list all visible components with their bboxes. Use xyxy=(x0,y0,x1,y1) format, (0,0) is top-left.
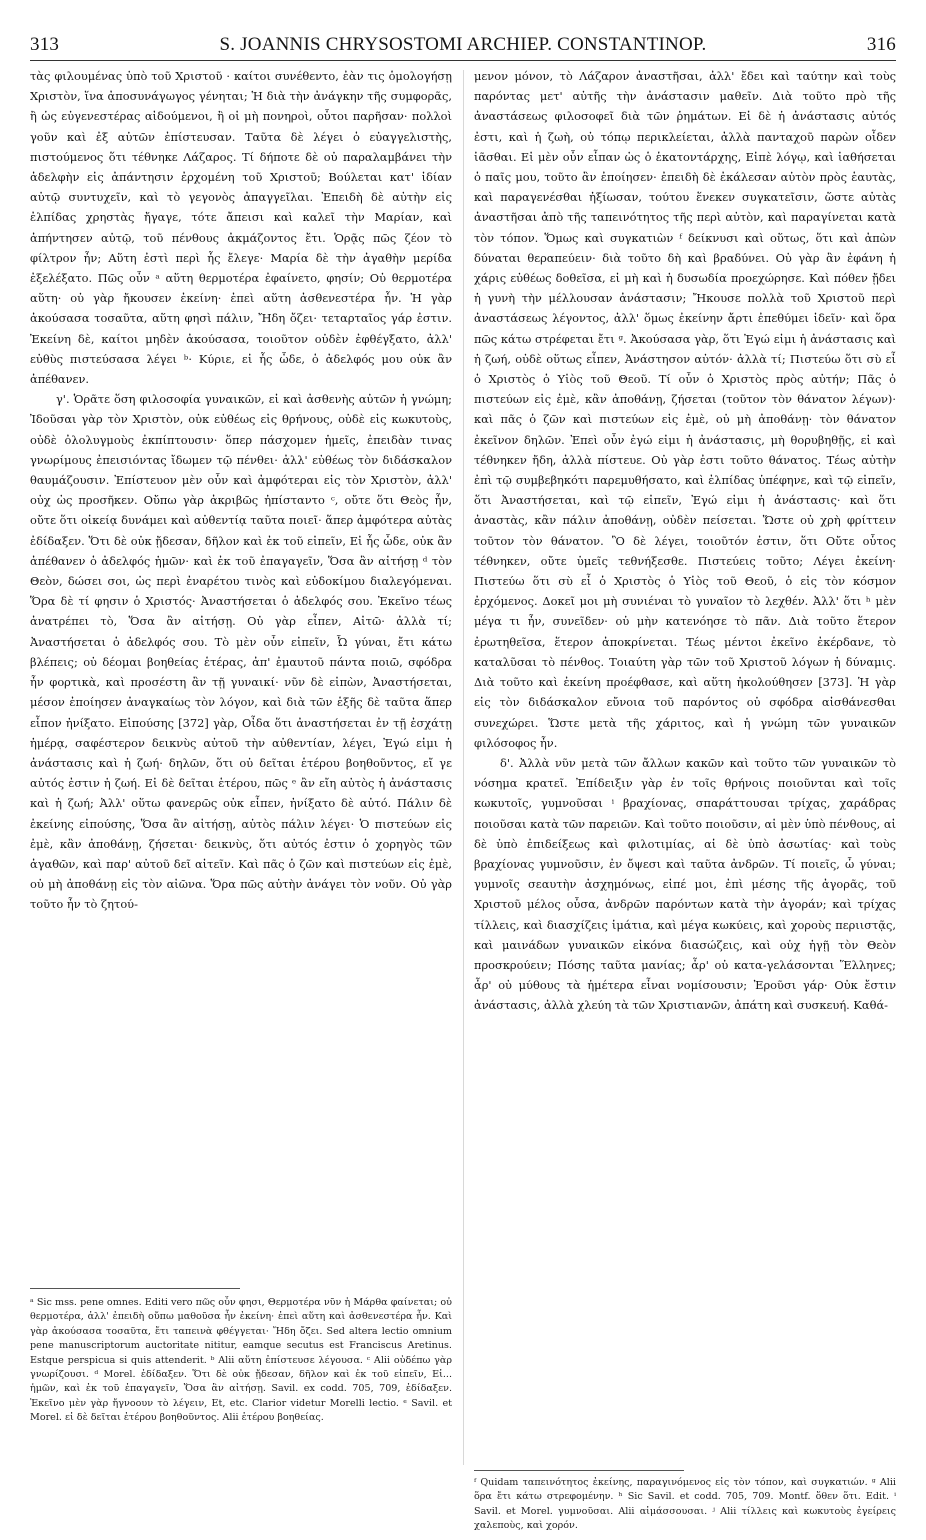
right-paragraph: μενον μόνον, τὸ Λάζαρον ἀναστῆσαι, ἀλλ' ἔδει καὶ ταύτην καὶ τοὺς παρόντας μετ' αὐτῆς τὴν ἀνάστασιν μαθεῖν. Διὰ τοῦτο πρὸ τῆς ἀναστάσεως φιλοσοφεῖ διὰ τῶν ῥημάτων. Εἰ δὲ ἡ ἀνάστασις αὐτός ἐστι, καὶ ἡ ζωὴ, οὐ τόπῳ περικλείεται, ἀλλὰ πανταχοῦ παρὼν οἶδεν ἰᾶσθαι. Εἰ μὲν οὖν εἶπαν ὡς ὁ ἑκατοντάρχης, Εἰπὲ λόγῳ, καὶ ἰαθήσεται ὁ παῖς μου, τοῦτο ἂν ἐποίησεν· ἐπειδὴ δὲ ἐκάλεσαν αὐτὸν πρὸς ἑαυτὰς, καὶ παραγενέσθαι ἠξίωσαν, τούτου ἕνεκεν συγκατεῖσιν, ὥστε αὐτὰς ἀναστῆσαι ἀπὸ τῆς ταπεινότητος τῆς περὶ αὐτὸν, καὶ παραγίνεται κατὰ τὸν τόπον. Ὅμως καὶ συγκατιὼν ᶠ δείκνυσι καὶ οὕτως, ὅτι καὶ ἀπὼν δύναται θεραπεύειν· διὰ τοῦτο δὴ καὶ βραδύνει. Οὐ γὰρ ἂν ἐφάνη ἡ χάρις εὐθέως δοθεῖσα, εἰ μὴ καὶ ἡ δυσωδία προεχώρησε. Καὶ πόθεν ᾔδει ἡ γυνὴ τὴν μέλλουσαν ἀνάστασιν; Ἤκουσε πολλὰ τοῦ Χριστοῦ περὶ ἀναστάσεως λέγοντος, ἀλλ' ὅμως ἐκείνην ἄρτι ἐπεθύμει ἰδεῖν· καὶ ὅρα πῶς κάτω στρέφεται ἔτι ᵍ. Ἀκούσασα γὰρ, ὅτι Ἐγώ εἰμι ἡ ἀνάστασις καὶ ἡ ζωή, οὐδὲ οὕτως εἶπεν, Ἀνάστησον αὐτόν· ἀλλὰ τί; Πιστεύω ὅτι σὺ εἶ ὁ Χριστὸς ὁ Υἱὸς τοῦ Θεοῦ. Τί οὖν ὁ Χριστὸς πρὸς αὐτήν; Πᾶς ὁ πιστεύων εἰς ἐμὲ, κἂν ἀποθάνῃ, ζήσεται (τοῦτον τὸν θάνατον λέγων)· καὶ πᾶς ὁ ζῶν καὶ πιστεύων εἰς ἐμὲ, οὐ μὴ ἀποθάνῃ· τὸν θάνατον ἐκεῖνον δηλῶν. Ἐπεὶ οὖν ἐγώ εἰμι ἡ ἀνάστασις, μὴ θορυβηθῇς, εἰ καὶ τέθνηκεν ἤδη, ἀλλὰ πίστευε. Οὐ γὰρ ἐστι τοῦτο θάνατος. Τέως αὐτὴν ἐπὶ τῷ συμβεβηκότι παρεμυθήσατο, καὶ ἐλπίδας ὑπέφηνε, καὶ τῷ εἰπεῖν, ὅτι Ἀναστήσεται, καὶ τῷ εἰπεῖν, Ἐγώ εἰμι ἡ ἀνάστασις· καὶ ὅτι ἀναστὰς, κἂν πάλιν ἀποθάνῃ, οὐδὲν πείσεται. Ὥστε οὐ χρὴ φρίττειν τοῦτον τὸν θάνατον. Ὃ δὲ λέγει, τοιοῦτόν ἐστιν, ὅτι Οὔτε οὗτος τέθνηκεν, οὔτε ὑμεῖς τεθνήξεσθε. Πιστεύεις τοῦτο; Λέγει ἐκείνη· Πιστεύω ὅτι σὺ εἶ ὁ Χριστὸς ὁ Υἱὸς τοῦ Θεοῦ, ὁ εἰς τὸν κόσμον ἐρχόμενος. Δοκεῖ μοι μὴ συνιέναι τὸ γυναῖον τὸ λεχθέν. Ἀλλ' ὅτι ʰ μὲν μέγα τι ἦν, συνεῖδεν· οὐ μὴν κατενόησε τὸ πᾶν. Διὰ τοῦτο ἕτερον ἐρωτηθεῖσα, ἕτερον ἀποκρίνεται. Τέως μέντοι ἐκεῖνο ἐκέρδανε, τὸ καταλῦσαι τὸ πένθος. Τοιαύτη γὰρ τῶν τοῦ Χριστοῦ λόγων ἡ δύναμις. Διὰ τοῦτο καὶ ἐκείνη προέφθασε, καὶ αὕτη ἠκολούθησεν [373]. Ἡ γὰρ εἰς τὸν διδάσκαλον εὔνοια τοῦ παρόντος οὐ σφόδρα αἰσθάνεσθαι συνεχώρει. Ὥστε μετὰ τῆς χάριτος, καὶ ἡ γνώμη τῶν γυναικῶν φιλόσοφος ἦν. xyxy=(474,69,896,750)
footnote-text: ᵃ Sic mss. pene omnes. Editi vero πῶς οὖν φησι, Θερμοτέρα νῦν ἡ Μάρθα φαίνεται; οὐ θερμοτέρα, ἀλλ' ἐπειδὴ οὔπω μαθοῦσα ἦν ἐκείνη· ἐπεὶ αὕτη καὶ ἀσθενεστέρα ἦν. Καὶ γὰρ ἀκούσασα τοσαῦτα, ἔτι ταπεινὰ φθέγγεται· Ἤδη ὄζει. Sed altera lectio omnium pene manuscriptorum auctoritate nititur, eamque secutus est Franciscus Aretinus. Estque perspicua si quis attenderit. ᵇ Alii αὕτη ἐπίστευσε λέγουσα. ᶜ Alii οὐδέπω γὰρ γνωρίζουσι. ᵈ Morel. ἐδίδαξεν. Ὅτι δὲ οὐκ ᾔδεσαν, δῆλον καὶ ἐκ τοῦ εἰπεῖν, Εἰ... ἡμῶν, καὶ ἐκ τοῦ ἐπαγαγεῖν, Ὅσα ἂν αἰτήσῃ. Savil. ex codd. 705, 709, ἐδίδαξεν. Ἐκεῖνο μὲν γὰρ ἤγνοουν τὸ λέγειν, Et, etc. Clarior videtur Morelli lectio. ᵉ Savil. et Morel. εἰ δὲ δεῖται ἑτέρου βοηθοῦντος. Alii ἑτέρου βοηθείας. xyxy=(30,1297,452,1424)
running-title: S. JOANNIS CHRYSOSTOMI ARCHIEP. CONSTANTINOP. xyxy=(219,34,707,55)
footnote-rule-right xyxy=(474,1470,684,1471)
footnote-rule-left xyxy=(30,1288,240,1289)
running-header xyxy=(30,34,896,60)
page-number-left: 313 xyxy=(30,34,60,55)
header-rule xyxy=(30,60,896,61)
column-divider xyxy=(463,70,464,1465)
right-column xyxy=(474,66,896,1464)
footnote-text: ᶠ Quidam ταπεινότητος ἐκείνης, παραγινόμενος εἰς τὸν τόπον, καὶ συγκατιών. ᵍ Alii ὅρα ἔτι κάτω στρεφομένην. ʰ Sic Savil. et codd. 705, 709. Montf. ὅθεν ὅτι. Edit. ⁱ Savil. et Morel. γυμνοῦσαι. Alii αἰμάσσουσαι. ʲ Alii τίλλεις καὶ κωκυτοὺς ἐγείρεις χαλεποὺς, καὶ χορόν. xyxy=(474,1477,896,1532)
right-paragraph: δ'. Ἀλλὰ νῦν μετὰ τῶν ἄλλων κακῶν καὶ τοῦτο τῶν γυναικῶν τὸ νόσημα κρατεῖ. Ἐπίδειξιν γὰρ ἐν τοῖς θρήνοις ποιοῦνται καὶ τοῖς κωκυτοῖς, γυμνοῦσαι ⁱ βραχίονας, σπαράττουσαι τρίχας, χαράδρας ποιοῦσαι κατὰ τῶν παρειῶν. Καὶ τοῦτο ποιοῦσιν, αἱ μὲν ὑπὸ πένθους, αἱ δὲ ὑπὸ ἐπιδείξεως καὶ φιλοτιμίας, αἱ δὲ ὑπὸ ἀσωτίας· καὶ τοὺς βραχίονας γυμνοῦσιν, ἐν ὄψεσι καὶ ταῦτα ἀνδρῶν. Τί ποιεῖς, ὦ γύναι; γυμνοῖς σεαυτὴν ἀσχημόνως, εἰπέ μοι, ἐπὶ μέσης τῆς ἀγορᾶς, τοῦ Χριστοῦ μέλος οὖσα, ἀνδρῶν παρόντων κατὰ τὴν ἀγοράν; καὶ τρίχας τίλλεις, καὶ διασχίζεις ἱμάτια, καὶ μέγα κωκύεις, καὶ χοροὺς περιιστᾷς, καὶ μαινάδων γυναικῶν εἰκόνα διασώζεις, καὶ οὐχ ἡγῇ τὸν Θεὸν προσκρούειν; Πόσης ταῦτα μανίας; ἆρ' οὐ κατα-γελάσονται Ἕλληνες; ἆρ' οὐ μύθους τὰ ἡμέτερα εἶναι νομίσουσιν; Ἐροῦσι γάρ· Οὐκ ἔστιν ἀνάστασις, ἀλλὰ χλεύη τὰ τῶν Χριστιανῶν, ἀπάτη καὶ συσκευή. Καθά- xyxy=(474,755,896,1013)
footnotes-right xyxy=(474,1476,896,1534)
footnotes-left xyxy=(30,1296,452,1426)
left-paragraph: τὰς φιλουμένας ὑπὸ τοῦ Χριστοῦ · καίτοι συνέθεντο, ἐὰν τις ὁμολογήσῃ Χριστὸν, ἵνα ἀποσυνάγωγος γένηται; Ἡ διὰ τὴν ἀνάγκην τῆς συμφορᾶς, ἢ ὡς εὐγενεστέρας αἰδούμενοι, ἢ οἱ μὴ πονηροὶ, οὗτοι παρῆσαν· πολλοὶ γοῦν καὶ ἐξ αὐτῶν ἐπίστευσαν. Ταῦτα δὲ λέγει ὁ εὐαγγελιστὴς, πιστούμενος ὅτι τέθνηκε Λάζαρος. Τί δήποτε δὲ οὐ παραλαμβάνει τὴν ἀδελφὴν εἰς ἀπάντησιν ἐρχομένη τοῦ Χριστοῦ; Βούλεται κατ' ἰδίαν αὐτῷ συντυχεῖν, καὶ τὸ γεγονὸς ἀπαγγεῖλαι. Ἐπειδὴ δὲ αὐτὴν εἰς ἐλπίδας χρηστὰς ἤγαγε, τότε ἄπεισι καὶ καλεῖ τὴν Μαρίαν, καὶ ἀπήντησεν αὐτῷ, τοῦ πένθους ἀκμάζοντος ἔτι. Ὁρᾷς πῶς ζέον τὸ φίλτρον ἦν; Αὕτη ἐστὶ περὶ ἧς ἔλεγε· Μαρία δὲ τὴν ἀγαθὴν μερίδα ἐξελέξατο. Πῶς οὖν ᵃ αὕτη θερμοτέρα ἐφαίνετο, φησίν; Οὐ θερμοτέρα αὕτη· οὐ γὰρ ἤκουσεν ἐκείνη· ἐπεὶ αὕτη ἀσθενεστέρα ἦν. Ἡ γὰρ ἀκούσασα τοσαῦτα, αὕτη φησὶ πάλιν, Ἤδη ὄζει· τεταρταῖος γάρ ἐστιν. Ἐκείνη δὲ, καίτοι μηδὲν ἀκούσασα, τοιοῦτον οὐδὲν ἐφθέγξατο, ἀλλ' εὐθὺς πιστεύσασα λέγει ᵇ· Κύριε, εἰ ἦς ὧδε, ὁ ἀδελφός μου οὐκ ἂν ἀπέθανεν. xyxy=(30,69,452,387)
page-number-right: 316 xyxy=(866,34,896,55)
left-paragraph: γ'. Ὁρᾶτε ὅση φιλοσοφία γυναικῶν, εἰ καὶ ἀσθενὴς αὐτῶν ἡ γνώμη; Ἰδοῦσαι γὰρ τὸν Χριστὸν, οὐκ εὐθέως εἰς θρήνους, οὐδὲ εἰς κωκυτοὺς, οὐδὲ ὀλολυγμοὺς ἐκπίπτουσιν· ὅπερ πάσχομεν ἡμεῖς, ἐπειδὰν τινας γνωρίμους ἐπεισιόντας ἴδωμεν τῷ πένθει· ἀλλ' εὐθέως τὸν διδάσκαλον θαυμάζουσιν. Ἐπίστευον μὲν οὖν καὶ ἀμφότεραι εἰς τὸν Χριστὸν, ἀλλ' οὐχ ὡς προσῆκεν. Οὔπω γὰρ ἀκριβῶς ἠπίσταντο ᶜ, οὔτε ὅτι Θεὸς ἦν, οὔτε ὅτι οἰκείᾳ δυνάμει καὶ αὐθεντίᾳ ταῦτα ποιεῖ· ἅπερ ἀμφότερα αὐτὰς ἐδίδαξεν. Ὅτι δὲ οὐκ ᾔδεσαν, δῆλον καὶ ἐκ τοῦ εἰπεῖν, Εἰ ἦς ὧδε, οὐκ ἂν ἀπέθανεν ὁ ἀδελφός ἡμῶν· καὶ ἐκ τοῦ ἐπαγαγεῖν, Ὅσα ἂν αἰτήσῃ ᵈ τὸν Θεὸν, δώσει σοι, ὡς περὶ ἐναρέτου τινὸς καὶ εὐδοκίμου διαλεγόμεναι. Ὅρα δὲ τί φησιν ὁ Χριστός· Ἀναστήσεται ὁ ἀδελφός σου. Ἐκεῖνο τέως ἀνατρέπει τὸ, Ὅσα ἂν αἰτήσῃ. Οὐ γὰρ εἶπεν, Αἰτῶ· ἀλλὰ τί; Ἀναστήσεται ὁ ἀδελφός σου. Τὸ μὲν οὖν εἰπεῖν, Ὦ γύναι, ἔτι κάτω βλέπεις; οὐ δέομαι βοηθείας ἑτέρας, ἀπ' ἐμαυτοῦ πάντα ποιῶ, σφόδρα ἦν φορτικὰ, καὶ προσέστη ἂν τῇ γυναικί· νῦν δὲ εἰπὼν, Ἀναστήσεται, μέσον ἐποίησεν ἀναγκαίως τὸν λόγον, καὶ διὰ τῶν ἑξῆς δὲ ταῦτα ἅπερ εἶπον ἠνίξατο. Εἰπούσης [372] γὰρ, Οἶδα ὅτι ἀναστήσεται ἐν τῇ ἐσχάτῃ ἡμέρᾳ, σαφέστερον δεικνὺς αὐτοῦ τὴν αὐθεντίαν, λέγει, Ἐγώ εἰμι ἡ ἀνάστασις καὶ ἡ ζωή· δηλῶν, ὅτι οὐ δεῖται ἑτέρου βοηθοῦντος, εἴ γε αὐτός ἐστιν ἡ ζωή. Εἰ δὲ δεῖται ἑτέρου, πῶς ᵉ ἂν εἴη αὐτὸς ἡ ἀνάστασις καὶ ἡ ζωή; Ἀλλ' οὕτω φανερῶς οὐκ εἶπεν, ἠνίξατο δὲ αὐτό. Πάλιν δὲ ἐκείνης εἰπούσης, Ὅσα ἂν αἰτήσῃ, αὐτὸς πάλιν λέγει· Ὁ πιστεύων εἰς ἐμὲ, κἂν ἀποθάνῃ, ζήσεται· δεικνὺς, ὅτι αὐτός ἐστιν ὁ χορηγὸς τῶν ἀγαθῶν, καὶ παρ' αὐτοῦ δεῖ αἰτεῖν. Καὶ πᾶς ὁ ζῶν καὶ πιστεύων εἰς ἐμὲ, οὐ μὴ ἀποθάνῃ εἰς τὸν αἰῶνα. Ὅρα πῶς αὐτὴν ἀνάγει τὸν νοῦν. Οὐ γὰρ τοῦτο ἦν τὸ ζητού- xyxy=(30,392,452,912)
left-column xyxy=(30,66,452,1282)
